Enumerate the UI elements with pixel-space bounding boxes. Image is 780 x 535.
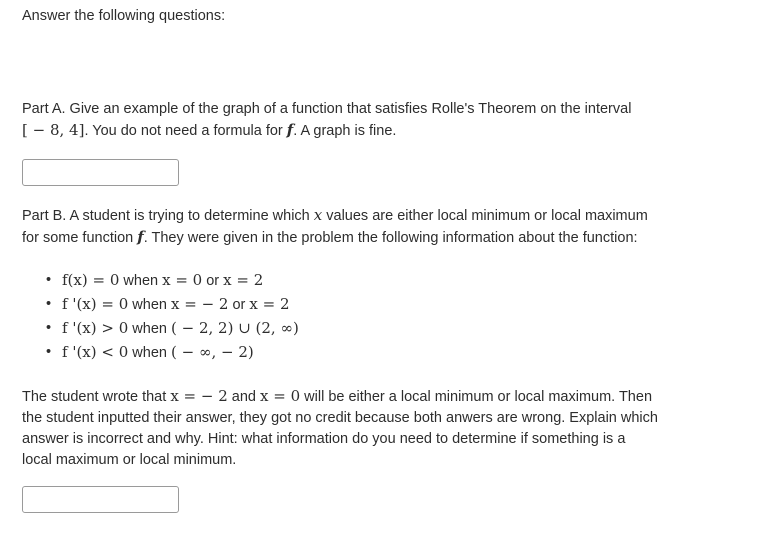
part-b-intro [22,205,742,249]
part-a-f: f [286,121,294,139]
part-b-para-line2: the student inputted their answer, they got no credit because both anwers are wrong. Explain which [22,410,658,426]
part-a-line2: [ − 8, 4]. You do not need a formula for f. A graph is fine. [22,121,397,139]
part-b-para-line4: local maximum or local minimum. [22,452,237,468]
condition-item: • f '(x) = 0 when x = − 2 or x = 2 [62,293,760,317]
part-b-conditions-list [40,269,760,365]
condition-item: • f '(x) > 0 when ( − 2, 2) ∪ (2, ∞) [62,317,760,341]
part-b-para-line3: answer is incorrect and why. Hint: what information do you need to determine if something is a [22,431,626,447]
part-b-intro-line1: Part B. A student is trying to determine which x values are either local minimum or local maximum [22,206,648,224]
part-a-question [22,99,742,142]
part-b-para-line1: The student wrote that x = − 2 and x = 0 will be either a local minimum or local maximum. Then [22,387,653,405]
condition-item: • f(x) = 0 when x = 0 or x = 2 [62,269,760,293]
part-a-interval: [ − 8, 4] [22,121,85,139]
condition-item: • f '(x) < 0 when ( − ∞, − 2) [62,341,760,365]
part-a-line1: Part A. Give an example of the graph of a function that satisfies Rolle's Theorem on the interval [22,101,632,117]
part-b-question [22,386,742,471]
instructions [22,6,742,27]
part-b-answer-input[interactable] [22,486,179,513]
part-b-intro-line2: for some function f. They were given in the problem the following information about the function: [22,228,638,246]
instructions-text: Answer the following questions: [22,8,226,24]
part-a-answer-input[interactable] [22,159,179,186]
